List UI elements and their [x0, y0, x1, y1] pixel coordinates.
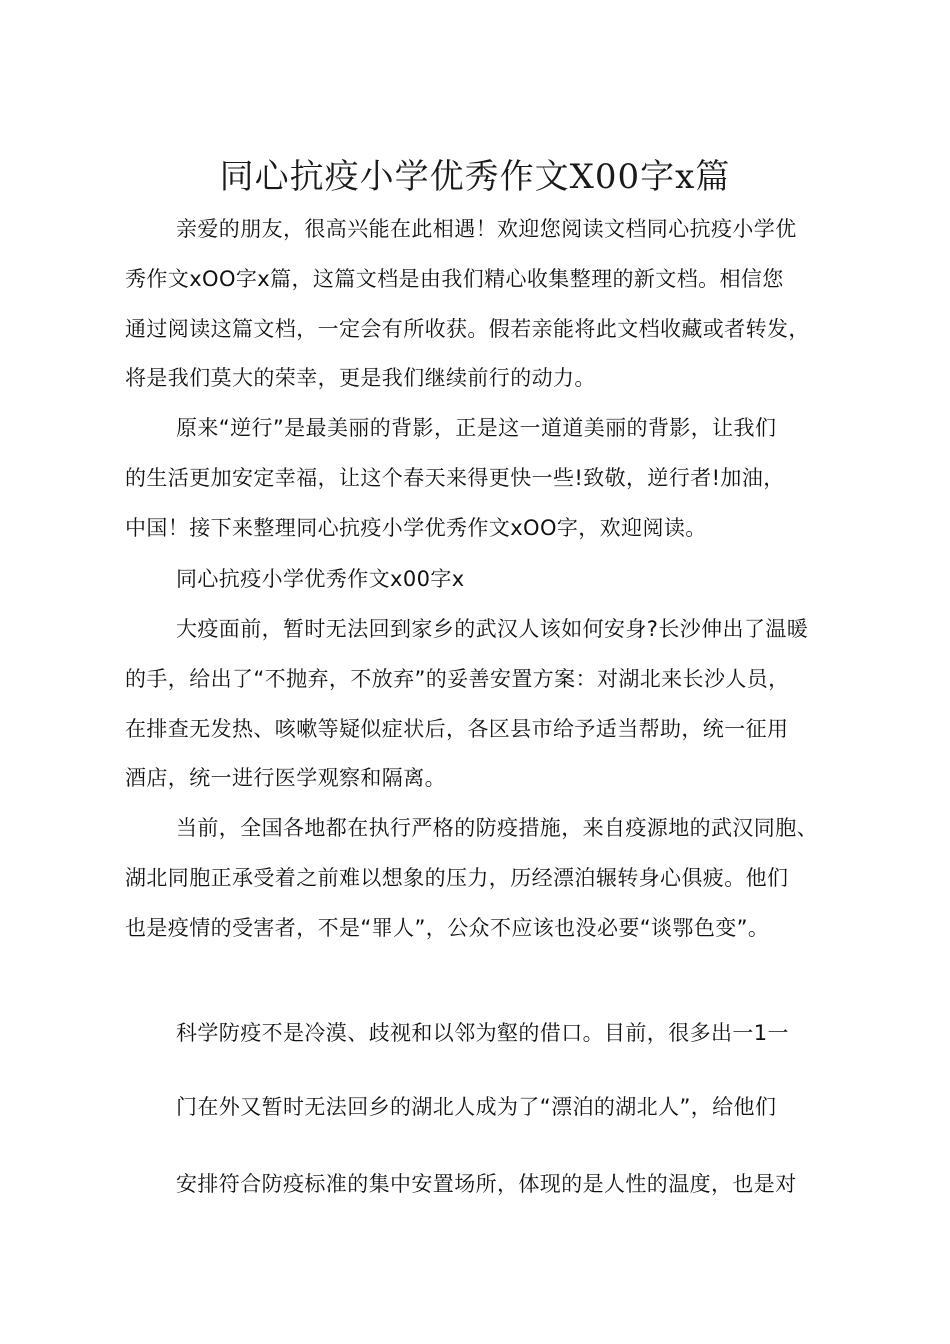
essay-para2-line-2: 湖北同胞正承受着之前难以想象的压力，历经漂泊辗转身心俱疲。他们	[125, 866, 789, 890]
essay-para1-line-3: 在排查无发热、咳嗽等疑似症状后，各区县市给予适当帮助，统一征用	[125, 717, 789, 741]
essay-para1-line-1: 大疫面前，暂时无法回到家乡的武汉人该如何安身?长沙伸出了温暖	[176, 617, 809, 641]
intro-line-3: 通过阅读这篇文档，一定会有所收获。假若亲能将此文档收藏或者转发，	[125, 317, 810, 341]
intro-line-4: 将是我们莫大的荣幸，更是我们继续前行的动力。	[125, 366, 596, 390]
document-title: 同心抗疫小学优秀作文X00字x篇	[219, 157, 731, 197]
preface-line-2: 的生活更加安定幸福，让这个春天来得更快一些!致敬，逆行者!加油，	[125, 466, 785, 490]
intro-line-1: 亲爱的朋友，很高兴能在此相遇！欢迎您阅读文档同心抗疫小学优	[176, 217, 797, 241]
preface-line-1: 原来“逆行”是最美丽的背影，正是这一道道美丽的背影，让我们	[176, 416, 777, 440]
essay-para3-line-3: 安排符合防疫标准的集中安置场所，体现的是人性的温度，也是对	[176, 1172, 797, 1196]
preface-line-3: 中国！接下来整理同心抗疫小学优秀作文xOO字，欢迎阅读。	[125, 516, 707, 540]
essay-para1-line-4: 酒店，统一进行医学观察和隔离。	[125, 766, 446, 790]
essay-para1-line-2: 的手，给出了“不抛弃，不放弃”的妥善安置方案：对湖北来长沙人员，	[125, 667, 790, 691]
intro-line-2: 秀作文xOO字x篇，这篇文档是由我们精心收集整理的新文档。相信您	[125, 267, 784, 291]
essay-para2-line-1: 当前，全国各地都在执行严格的防疫措施，来自疫源地的武汉同胞、	[176, 816, 818, 840]
essay-para3-line-1: 科学防疫不是冷漠、歧视和以邻为壑的借口。目前，很多出一1一	[176, 1021, 789, 1045]
essay-para3-line-2: 门在外又暂时无法回乡的湖北人成为了“漂泊的湖北人”，给他们	[176, 1095, 777, 1119]
essay-heading: 同心抗疫小学优秀作文x00字x	[176, 567, 465, 591]
essay-para2-line-3: 也是疫情的受害者，不是“罪人”，公众不应该也没必要“谈鄂色变”。	[125, 916, 770, 940]
